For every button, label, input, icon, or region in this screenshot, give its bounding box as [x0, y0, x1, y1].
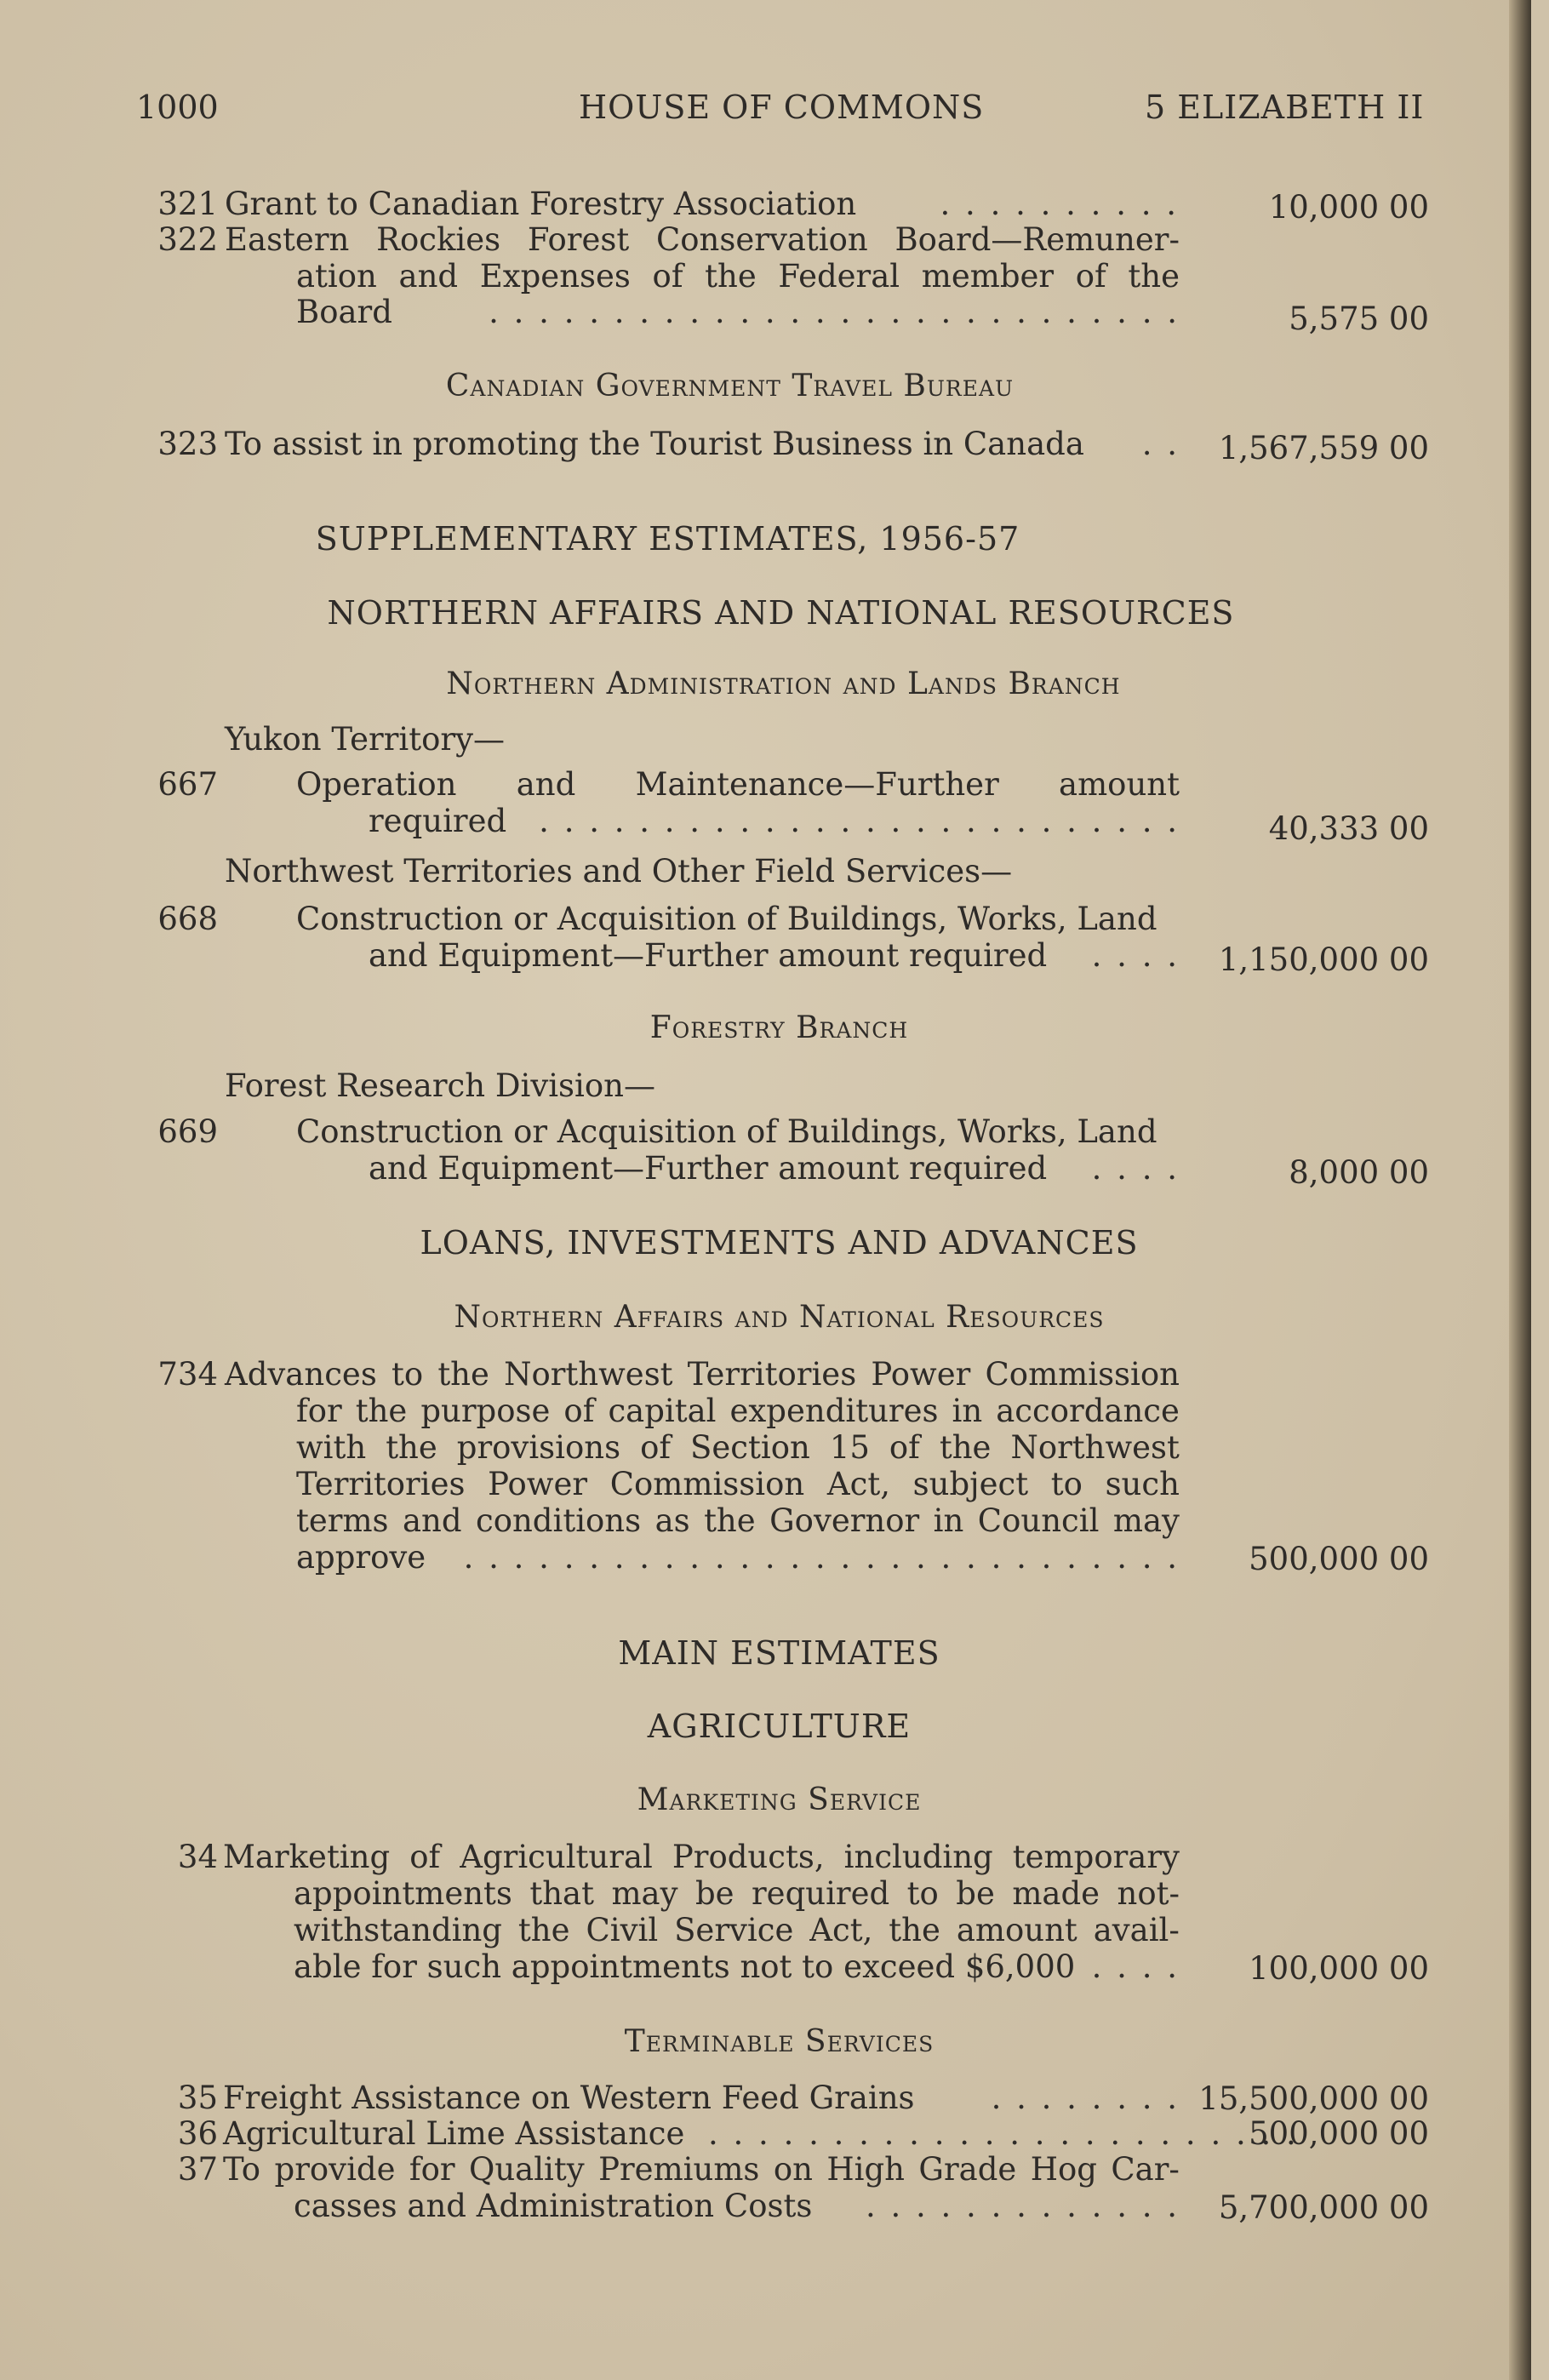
vote-text: [225, 1356, 1180, 1393]
word: Conservation: [655, 221, 868, 258]
vote-number: 668: [157, 901, 218, 937]
word: as: [654, 1502, 690, 1539]
word: Rockies: [376, 221, 501, 258]
word: for: [296, 1393, 342, 1429]
vote-text: and Equipment—Further amount required: [369, 937, 1048, 974]
word: Eastern: [225, 221, 350, 258]
word: accordance: [996, 1393, 1180, 1429]
dot-leader: . . . . . . . . . . . . . . . . . . . . . . . . . . . . .: [463, 1539, 1180, 1576]
vote-amount: 500,000 00: [1249, 2115, 1429, 2152]
vote-text: [296, 1466, 1180, 1502]
word: of: [889, 1429, 920, 1466]
word: Quality: [469, 2151, 585, 2188]
dot-leader: . . . .: [1091, 1948, 1180, 1985]
word: for: [409, 2151, 455, 2188]
vote-amount: 40,333 00: [1268, 810, 1429, 847]
vote-number: 37: [177, 2151, 218, 2188]
word: Federal: [778, 258, 900, 295]
word: avail-: [1093, 1912, 1180, 1948]
vote-amount: 1,567,559 00: [1218, 430, 1429, 466]
word: Operation: [296, 766, 457, 803]
dot-leader: . . . . . . . . . . . . . . . . . . . . . . . .: [708, 2115, 1299, 2152]
subhead-forest-research: Forest Research Division—: [225, 1067, 655, 1104]
dot-leader: . . . . . . . . . . . . . . . . . . . . . . . . . . . .: [489, 294, 1180, 330]
vote-amount: 100,000 00: [1249, 1950, 1429, 1987]
word: of: [652, 258, 683, 295]
dot-leader: . . . . . . . . . . . . .: [865, 2188, 1180, 2224]
section-heading-agriculture: AGRICULTURE: [647, 1708, 912, 1745]
section-heading-main-estimates: MAIN ESTIMATES: [618, 1634, 940, 1672]
word: Civil: [586, 1912, 659, 1948]
vote-text: required: [369, 803, 507, 839]
word: provisions: [456, 1429, 621, 1466]
word: conditions: [475, 1502, 642, 1539]
word: amount: [1059, 766, 1180, 803]
word: ation: [296, 258, 377, 295]
word: to: [1050, 1466, 1083, 1502]
vote-text: Agricultural Lime Assistance: [223, 2115, 685, 2152]
section-heading-northern-affairs: NORTHERN AFFAIRS AND NATIONAL RESOURCES: [327, 594, 1235, 632]
vote-text: [296, 766, 1180, 803]
word: may: [1112, 1502, 1180, 1539]
vote-text: and Equipment—Further amount required: [369, 1150, 1048, 1187]
vote-text: able for such appointments not to exceed $6,000: [294, 1948, 1076, 1985]
word: the: [939, 1429, 992, 1466]
vote-number: 34: [177, 1839, 218, 1875]
vote-number: 734: [157, 1356, 218, 1393]
word: Governor: [769, 1502, 920, 1539]
word: and: [402, 1502, 462, 1539]
word: subject: [912, 1466, 1029, 1502]
section-heading-loans: LOANS, INVESTMENTS AND ADVANCES: [420, 1224, 1139, 1262]
word: not-: [1117, 1875, 1180, 1912]
vote-text: casses and Administration Costs: [294, 2188, 813, 2224]
word: the: [517, 1912, 570, 1948]
word: Northwest: [504, 1356, 673, 1393]
section-heading-supplementary: SUPPLEMENTARY ESTIMATES, 1956-57: [315, 520, 1020, 558]
word: and: [516, 766, 576, 803]
word: be: [694, 1875, 734, 1912]
section-heading-northern-admin: Northern Administration and Lands Branch: [446, 667, 1121, 701]
word: the: [704, 1502, 756, 1539]
session-label: 5 ELIZABETH II: [1145, 89, 1425, 126]
word: of: [409, 1839, 441, 1875]
word: in: [933, 1502, 964, 1539]
vote-amount: 5,700,000 00: [1218, 2189, 1429, 2226]
word: the: [1128, 258, 1180, 295]
word: the: [355, 1393, 408, 1429]
word: withstanding: [294, 1912, 502, 1948]
vote-text: Construction or Acquisition of Buildings, Works, Land: [296, 901, 1157, 937]
dot-leader: . . . . . . . . . . . . . . . . . . . . . . . . . .: [539, 803, 1180, 839]
word: Commission: [609, 1466, 805, 1502]
word: Agricultural: [460, 1839, 653, 1875]
word: Council: [977, 1502, 1100, 1539]
word: the: [889, 1912, 940, 1948]
dot-leader: . . . .: [1091, 937, 1180, 974]
word: Power: [488, 1466, 588, 1502]
word: be: [956, 1875, 995, 1912]
word: capital: [608, 1393, 717, 1429]
word: with: [296, 1429, 367, 1466]
vote-amount: 1,150,000 00: [1218, 941, 1429, 978]
word: to: [906, 1875, 939, 1912]
word: Advances: [225, 1356, 377, 1393]
vote-number: 36: [177, 2115, 218, 2152]
vote-text: To assist in promoting the Tourist Business in Canada: [225, 426, 1084, 462]
word: Car-: [1111, 2151, 1180, 2188]
word: temporary: [1012, 1839, 1180, 1875]
word: Products,: [672, 1839, 825, 1875]
word: Section: [690, 1429, 810, 1466]
vote-amount: 500,000 00: [1249, 1541, 1429, 1577]
vote-number: 322: [157, 221, 218, 258]
section-heading-forestry-branch: Forestry Branch: [649, 1010, 909, 1045]
vote-amount: 15,500,000 00: [1198, 2080, 1429, 2117]
word: such: [1105, 1466, 1180, 1502]
word: Grade: [918, 2151, 1017, 2188]
word: Marketing: [223, 1839, 391, 1875]
word: and: [398, 258, 459, 295]
word: Power: [871, 1356, 971, 1393]
word: 15: [829, 1429, 870, 1466]
vote-number: 669: [157, 1113, 218, 1150]
dot-leader: . . . . . . . . . .: [940, 186, 1179, 222]
word: Hog: [1030, 2151, 1097, 2188]
word: that: [529, 1875, 594, 1912]
vote-text: [223, 1839, 1180, 1875]
vote-text: Board: [296, 294, 392, 330]
word: expenditures: [729, 1393, 939, 1429]
word: provide: [274, 2151, 396, 2188]
word: of: [640, 1429, 672, 1466]
word: Maintenance—Further: [635, 766, 999, 803]
word: Territories: [296, 1466, 466, 1502]
word: including: [843, 1839, 993, 1875]
word: to: [391, 1356, 424, 1393]
vote-text: [296, 1502, 1180, 1539]
word: Act,: [826, 1466, 890, 1502]
word: the: [437, 1356, 489, 1393]
vote-amount: 10,000 00: [1268, 189, 1429, 226]
dot-leader: . .: [1141, 426, 1180, 462]
dot-leader: . . . .: [1091, 1150, 1180, 1187]
word: Expenses: [479, 258, 631, 295]
vote-text: [294, 1912, 1180, 1948]
vote-text: approve: [296, 1539, 426, 1576]
word: the: [386, 1429, 437, 1466]
word: Act,: [809, 1912, 873, 1948]
word: Forest: [527, 221, 630, 258]
subhead-yukon: Yukon Territory—: [225, 721, 505, 758]
vote-number: 667: [157, 766, 218, 803]
vote-amount: 5,575 00: [1289, 300, 1429, 337]
word: of: [1075, 258, 1106, 295]
vote-amount: 8,000 00: [1289, 1154, 1429, 1191]
section-heading-marketing: Marketing Service: [637, 1782, 922, 1817]
word: terms: [296, 1502, 389, 1539]
word: the: [705, 258, 757, 295]
word: member: [921, 258, 1055, 295]
word: To: [223, 2151, 261, 2188]
vote-number: 321: [157, 186, 218, 222]
vote-text: [296, 1429, 1180, 1466]
section-heading-northern-affairs-sc: Northern Affairs and National Resources: [454, 1300, 1105, 1335]
vote-text: Construction or Acquisition of Buildings, Works, Land: [296, 1113, 1157, 1150]
section-heading-travel-bureau: Canadian Government Travel Bureau: [445, 369, 1015, 403]
word: required: [752, 1875, 890, 1912]
word: in: [952, 1393, 983, 1429]
word: Territories: [687, 1356, 857, 1393]
word: purpose: [420, 1393, 551, 1429]
word: on: [773, 2151, 813, 2188]
vote-text: [223, 2151, 1180, 2188]
word: Northwest: [1010, 1429, 1180, 1466]
word: High: [826, 2151, 905, 2188]
dot-leader: . . . . . . . .: [991, 2080, 1180, 2116]
vote-text: [294, 1875, 1180, 1912]
vote-number: 323: [157, 426, 218, 462]
word: Board—Remuner-: [895, 221, 1180, 258]
word: made: [1012, 1875, 1100, 1912]
word: amount: [956, 1912, 1077, 1948]
page-number: 1000: [136, 89, 219, 126]
vote-text: [296, 1393, 1180, 1429]
word: Service: [674, 1912, 794, 1948]
subhead-northwest: Northwest Territories and Other Field Services—: [225, 853, 1013, 890]
word: of: [563, 1393, 595, 1429]
vote-number: 35: [177, 2080, 218, 2116]
vote-text: [296, 258, 1180, 295]
vote-text: Freight Assistance on Western Feed Grains: [223, 2080, 915, 2116]
word: Commission: [985, 1356, 1180, 1393]
section-heading-terminable: Terminable Services: [624, 2024, 935, 2059]
word: appointments: [294, 1875, 512, 1912]
vote-text: [225, 221, 1180, 258]
vote-text: Grant to Canadian Forestry Association: [225, 186, 857, 222]
word: Premiums: [598, 2151, 760, 2188]
running-title: HOUSE OF COMMONS: [579, 89, 985, 126]
word: may: [611, 1875, 678, 1912]
